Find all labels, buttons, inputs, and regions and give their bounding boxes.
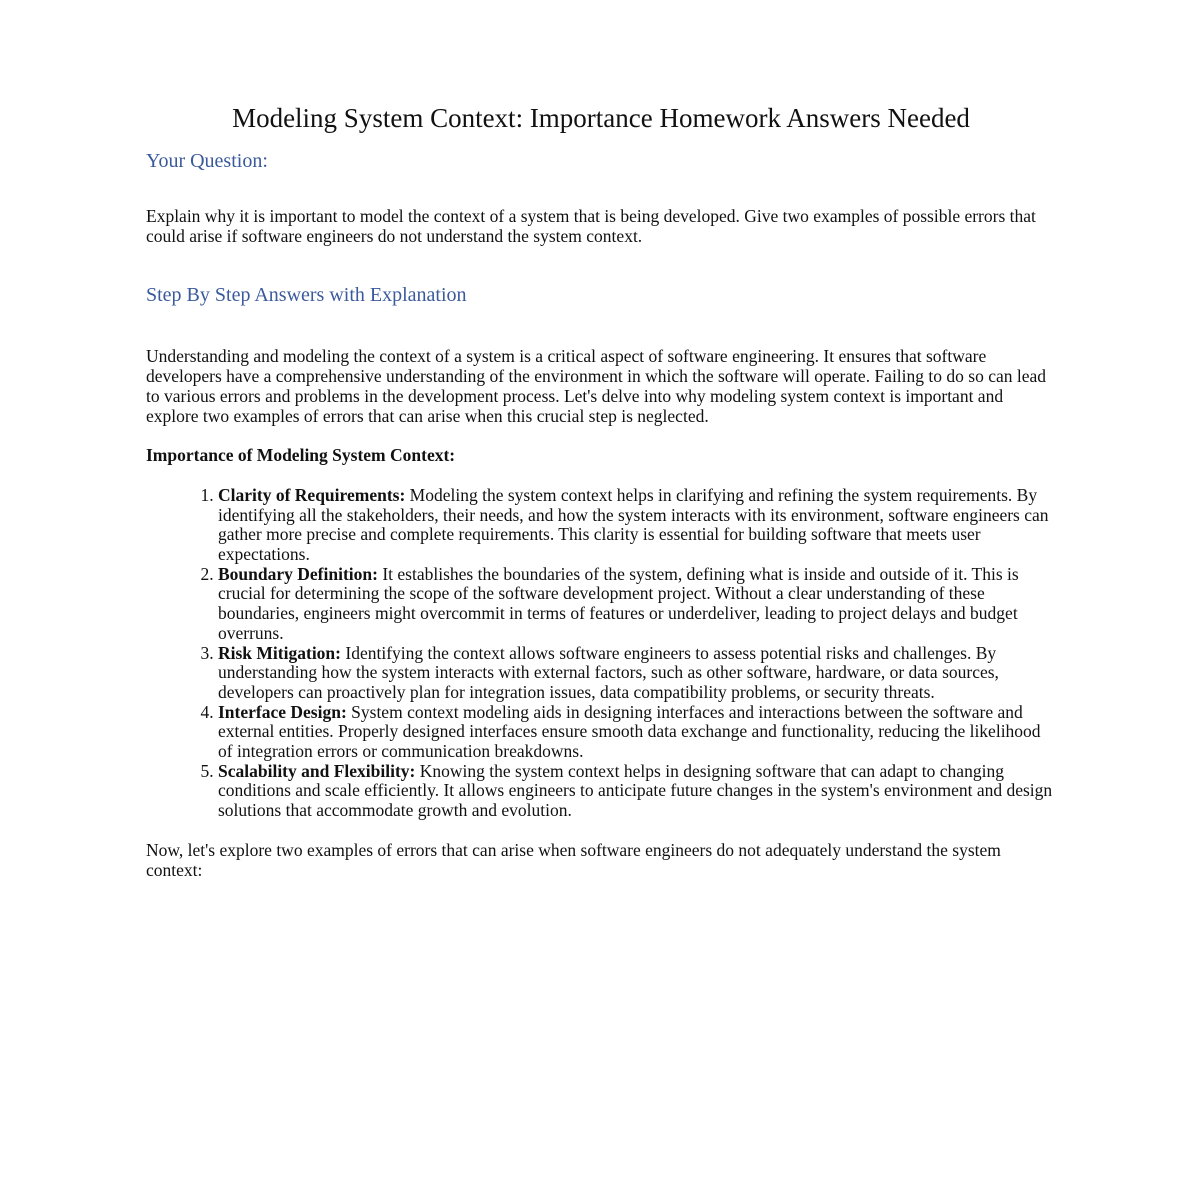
importance-list <box>146 486 1056 821</box>
list-item-text: Knowing the system context helps in designing software that can adapt to changing conditions and scale efficiently. It allows engineers to anticipate future changes in the system's environment and design solutions that accommodate growth and evolution. <box>218 760 1053 821</box>
question-text: Explain why it is important to model the context of a system that is being developed. Give two examples of possible errors that could arise if software engineers do not understand the system context. <box>146 206 1036 246</box>
importance-heading: Importance of Modeling System Context: <box>146 445 456 466</box>
list-item <box>218 486 1056 565</box>
list-item <box>218 762 1056 821</box>
closing-paragraph: Now, let's explore two examples of errors that can arise when software engineers do not adequately understand the system context: <box>146 839 1001 880</box>
list-item <box>218 703 1056 762</box>
list-item-term: Scalability and Flexibility: <box>218 760 416 781</box>
list-item-text: System context modeling aids in designing interfaces and interactions between the software and external entities. Properly designed interfaces ensure smooth data exchange and functionality, reducing the likelihood of integration errors or communication breakdowns. <box>218 701 1041 762</box>
list-item-text: It establishes the boundaries of the system, defining what is inside and outside of it. This is crucial for determining the scope of the software development project. Without a clear understanding of these boundaries, engineers might overcommit in terms of features or underdeliver, leading to project delays and budget overruns. <box>218 563 1019 643</box>
question-heading: Your Question: <box>146 150 268 172</box>
list-item-text: Modeling the system context helps in clarifying and refining the system requirements. By identifying all the stakeholders, their needs, and how the system interacts with its environment, software engineers can gather more precise and complete requirements. This clarity is essential for building software that meets user expectations. <box>218 484 1049 565</box>
list-item-term: Boundary Definition: <box>218 563 378 584</box>
document-title: Modeling System Context: Importance Homework Answers Needed <box>232 103 970 133</box>
document-page <box>146 100 1056 880</box>
list-item-term: Interface Design: <box>218 701 347 722</box>
answer-heading: Step By Step Answers with Explanation <box>146 284 467 307</box>
list-item-text: Identifying the context allows software engineers to assess potential risks and challenges. By understanding how the system interacts with external factors, such as other software, hardware, or data sources, developers can proactively plan for integration issues, data compatibility problems, or security threats. <box>218 642 999 702</box>
list-item <box>218 565 1056 644</box>
list-item-term: Risk Mitigation: <box>218 642 341 663</box>
list-item-term: Clarity of Requirements: <box>218 484 406 505</box>
list-item <box>218 644 1056 703</box>
intro-paragraph: Understanding and modeling the context of a system is a critical aspect of software engineering. It ensures that software developers have a comprehensive understanding of the environment in which the software will operate. Failing to do so can lead to various errors and problems in the development process. Let's delve into why modeling system context is important and explore two examples of errors that can arise when this crucial step is neglected. <box>146 346 1047 426</box>
